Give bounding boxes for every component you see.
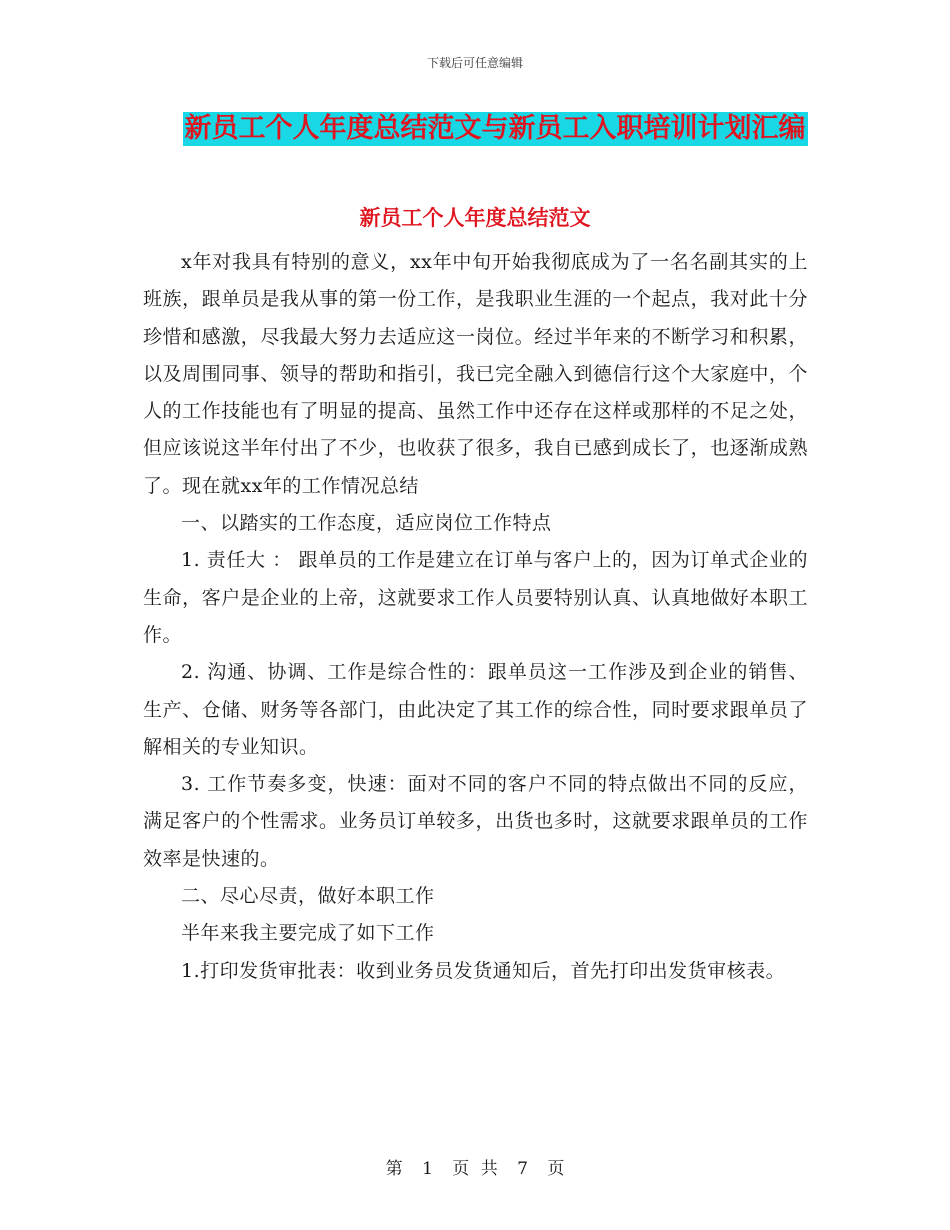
page-footer [0,1154,950,1179]
footer-label-middle: 页 共 [452,1159,498,1179]
footer-current-page: 1 [422,1159,433,1179]
paragraph-heading-1: 一、以踏实的工作态度，适应岗位工作特点 [181,512,552,535]
footer-label-suffix: 页 [547,1159,565,1179]
paragraph-intro: x年对我具有特别的意义，xx年中旬开始我彻底成为了一名名副其实的上班族，跟单员是我从事的第一份工作，是我职业生涯的一个起点，我对此十分珍惜和感激，尽我最大努力去适应这一岗位。经过半年来的不断学习和积累，以及周围同事、领导的帮助和指引，我已完全融入到德信行这个大家庭中，个人的工作技能也有了明显的提高、虽然工作中还存在这样或那样的不足之处，但应该说这半年付出了不少，也收获了很多，我自已感到成长了，也逐渐成熟了。现在就xx年的工作情况总结 [143,251,808,497]
document-body [143,244,808,990]
paragraph-item-1: 1. 责任大 ： 跟单员的工作是建立在订单与客户上的，因为订单式企业的生命，客户是企业的上帝，这就要求工作人员要特别认真、认真地做好本职工作。 [143,549,808,646]
paragraph-item-2: 2. 沟通、协调、工作是综合性的：跟单员这一工作涉及到企业的销售、生产、仓储、财务等各部门，由此决定了其工作的综合性，同时要求跟单员了解相关的专业知识。 [143,661,808,758]
document-title-container [0,112,950,146]
document-title: 新员工个人年度总结范文与新员工入职培训计划汇编 [184,113,806,144]
footer-label-prefix: 第 [385,1159,403,1179]
paragraph-work-item-1: 1.打印发货审批表：收到业务员发货通知后，首先打印出发货审核表。 [181,959,786,982]
paragraph-work-intro: 半年来我主要完成了如下工作 [181,922,435,945]
paragraph-item-3: 3. 工作节奏多变，快速：面对不同的客户不同的特点做出不同的反应，满足客户的个性需求。业务员订单较多，出货也多时，这就要求跟单员的工作效率是快速的。 [143,773,808,870]
footer-total-pages: 7 [517,1159,528,1179]
paragraph-heading-2: 二、尽心尽责，做好本职工作 [181,885,435,908]
header-note: 下载后可任意编辑 [426,56,523,70]
section-title: 新员工个人年度总结范文 [359,206,591,230]
